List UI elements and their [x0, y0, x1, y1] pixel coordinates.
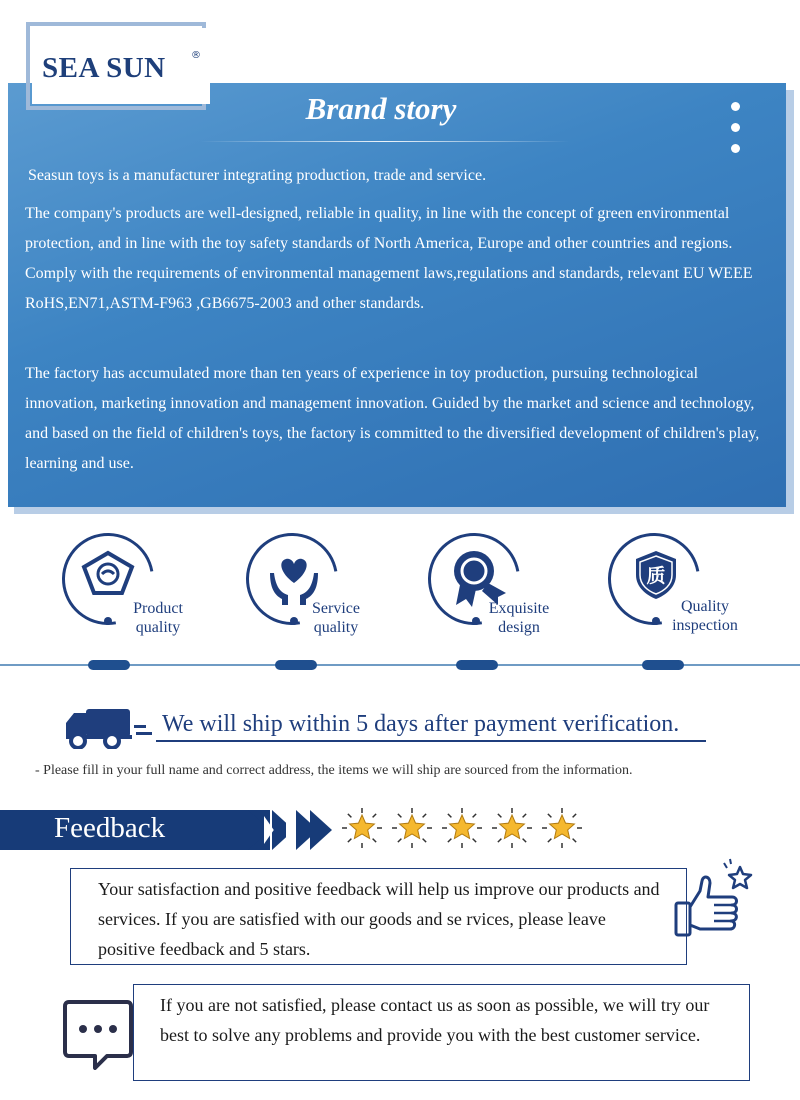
positive-feedback-text: Your satisfaction and positive feedback will help us improve our products and services. If you are satisfied with our goods and se rvices, please leave positive feedback and 5 stars. — [98, 879, 660, 959]
feature-label-line2: quality — [135, 619, 181, 636]
feature-quality-inspection — [608, 533, 768, 643]
star-icon — [542, 808, 582, 848]
more-dots-icon — [731, 102, 740, 165]
contact-text: If you are not satisfied, please contact us as soon as possible, we will try our best to solve any problems and provide you with the best customer service. — [160, 995, 710, 1045]
divider-pill — [642, 660, 684, 670]
feature-label-line2: inspection — [672, 617, 738, 634]
title-divider — [200, 141, 570, 142]
feature-label-line2: design — [498, 619, 540, 636]
feature-label-line1: Quality — [681, 598, 729, 615]
feature-label-line1: Service — [312, 600, 360, 617]
divider-pill — [275, 660, 317, 670]
star-icon — [492, 808, 532, 848]
brand-paragraph-1: Seasun toys is a manufacturer integrating production, trade and service. — [28, 167, 487, 184]
chevron-gap — [264, 816, 274, 844]
star-icon — [392, 808, 432, 848]
badge-character: 质 — [646, 565, 666, 587]
chat-bubble-icon — [63, 998, 133, 1070]
shipping-note: - Please fill in your full name and correct address, the items we will ship are sourced from the information. — [35, 763, 633, 778]
feedback-title: Feedback — [54, 812, 166, 844]
registered-mark: ® — [191, 50, 201, 61]
divider-pill — [456, 660, 498, 670]
truck-icon — [64, 705, 154, 749]
brand-paragraph-2: The company's products are well-designed, reliable in quality, in line with the concept of green environmental protection, and in line with the toy safety standards of North America, Europe and other countries and regions. Comply with the requirements of environmental management laws,regulations and standards, relevant EU WEEE RoHS,EN71,ASTM-F963 ,GB6675-2003 and other standards. — [25, 205, 753, 312]
feature-label-line2: quality — [313, 619, 359, 636]
quality-badge-icon — [632, 549, 680, 601]
star-icon — [442, 808, 482, 848]
ring-dot — [104, 617, 112, 625]
brand-paragraph-3: The factory has accumulated more than ten years of experience in toy production, pursuing technological innovation, marketing innovation and management innovation. Guided by the market and science and technology, and based on the field of children's toys, the factory is committed to the diversified development of children's play, learning and use. — [25, 365, 760, 472]
feature-label-line1: Exquisite — [488, 600, 550, 617]
feature-exquisite-design — [428, 533, 588, 643]
rating-stars — [340, 806, 590, 850]
feature-label-line1: Product — [133, 600, 183, 617]
feature-service-quality — [246, 533, 406, 643]
divider-pill — [88, 660, 130, 670]
shipping-underline — [156, 740, 706, 742]
star-icon — [342, 808, 382, 848]
chevron-icon — [310, 810, 332, 850]
thumbs-up-icon — [670, 855, 760, 945]
brand-logo: SEA SUN — [42, 52, 166, 84]
diamond-shield-icon — [78, 547, 138, 607]
shipping-headline: We will ship within 5 days after payment verification. — [162, 711, 680, 737]
chevron-gap — [286, 816, 296, 844]
ring-dot — [652, 617, 660, 625]
feature-product-quality — [62, 533, 222, 643]
brand-story-title: Brand story — [305, 91, 457, 126]
